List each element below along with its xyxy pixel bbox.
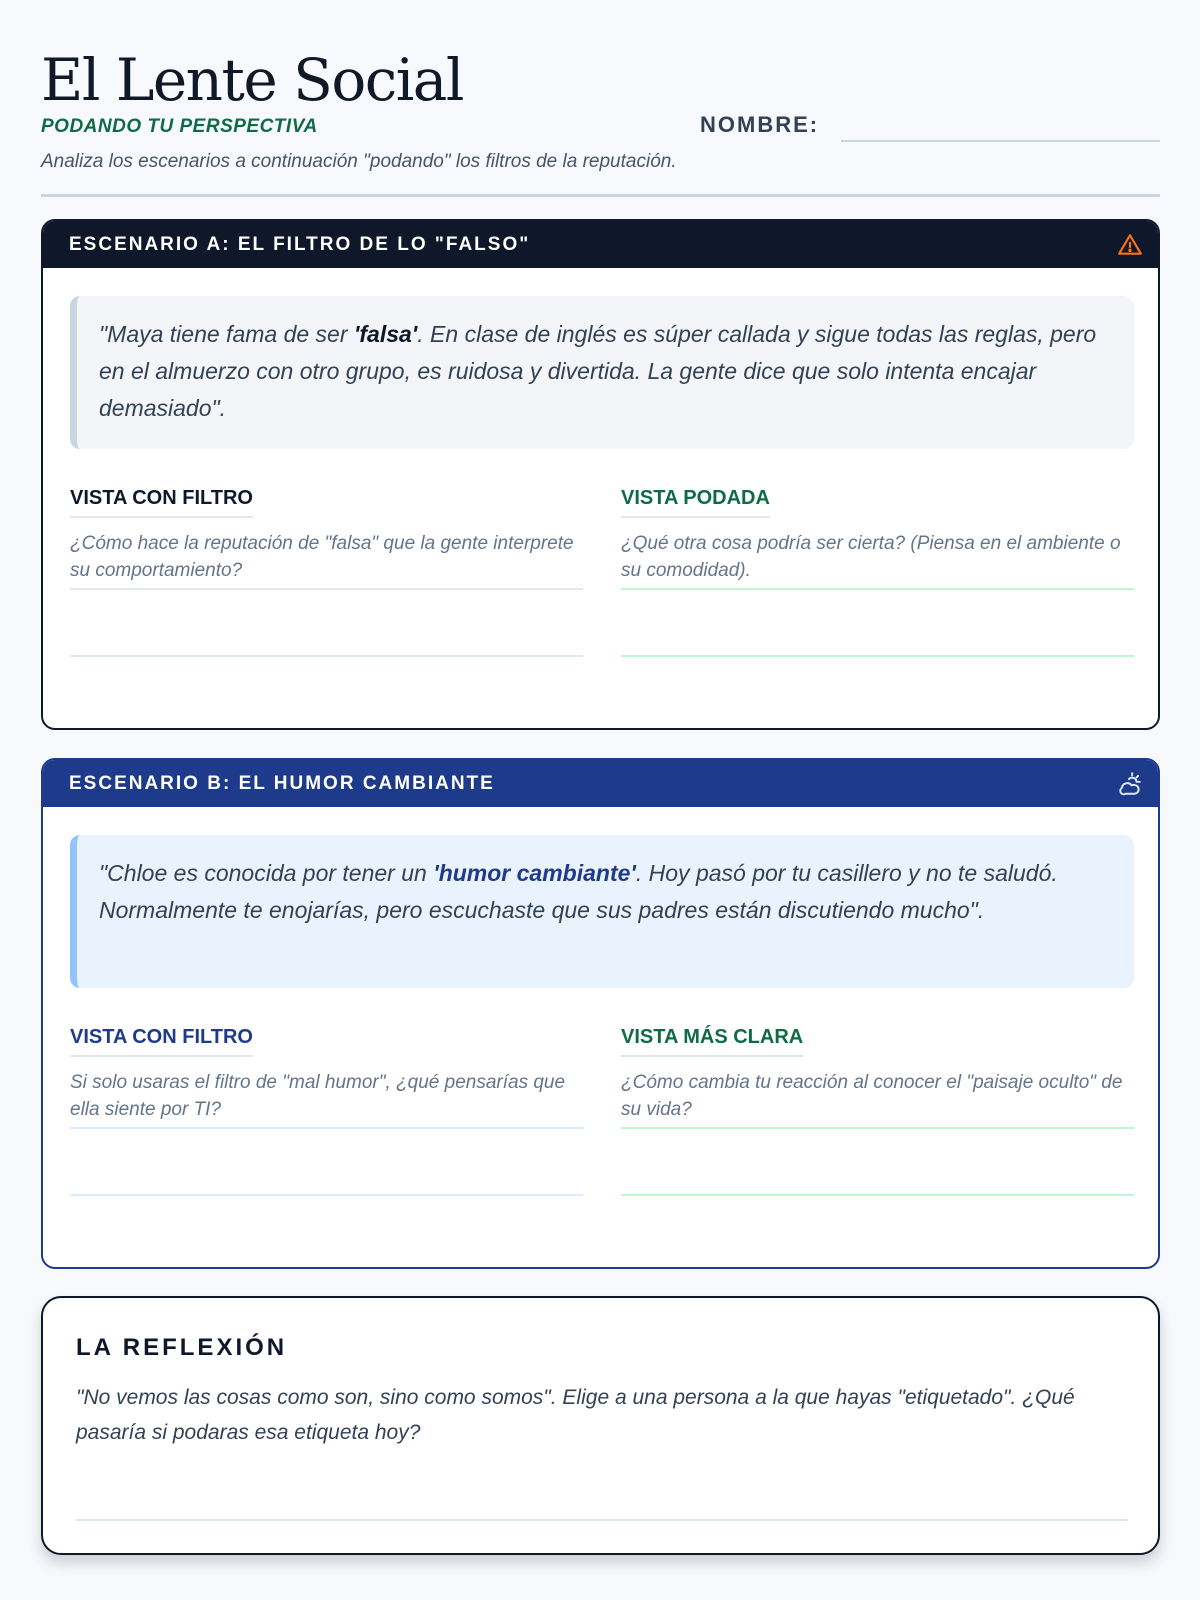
filtered-view-prompt: ¿Cómo hace la reputación de "falsa" que la gente interprete su comportamiento? (70, 533, 574, 581)
answer-line[interactable] (70, 588, 583, 590)
page-subtitle: PODANDO TU PERSPECTIVA (41, 116, 318, 137)
pruned-view-column (621, 487, 1134, 717)
filtered-view-heading: VISTA CON FILTRO (70, 1026, 253, 1057)
quote-text: "Chloe es conocida por tener un (99, 860, 434, 886)
clearer-view-column (621, 1026, 1134, 1256)
quote-text: . En clase de inglés es súper callada y sigue todas las reglas, pero en el almuerzo con otro grupo, es ruidosa y divertida. La gente dice que solo intenta encajar demasiado". (99, 321, 1097, 421)
worksheet-header (41, 44, 1160, 199)
scenario-a-header (43, 221, 1158, 268)
answer-line[interactable] (621, 1194, 1134, 1196)
name-field[interactable] (841, 140, 1160, 142)
page-title: El Lente Social (41, 46, 463, 114)
answer-line[interactable] (621, 1127, 1134, 1129)
instructions-text: Analiza los escenarios a continuación "podando" los filtros de la reputación. (41, 151, 677, 172)
scenario-a-title: ESCENARIO A: EL FILTRO DE LO "FALSO" (69, 233, 531, 255)
scenario-b-title: ESCENARIO B: EL HUMOR CAMBIANTE (69, 772, 495, 794)
filtered-view-heading: VISTA CON FILTRO (70, 487, 253, 518)
pruned-view-prompt: ¿Qué otra cosa podría ser cierta? (Piensa en el ambiente o su comodidad). (621, 533, 1121, 581)
answer-line[interactable] (621, 655, 1134, 657)
answer-line[interactable] (70, 655, 583, 657)
scenario-b-card (41, 758, 1160, 1269)
reflection-title: LA REFLEXIÓN (76, 1334, 288, 1361)
answer-line[interactable] (621, 588, 1134, 590)
warning-triangle-icon (1116, 231, 1144, 259)
clearer-view-heading: VISTA MÁS CLARA (621, 1026, 803, 1057)
reflection-prompt: "No vemos las cosas como son, sino como somos". Elige a una persona a la que hayas "etiquetado". ¿Qué pasaría si podaras esa etiqueta hoy? (76, 1386, 1075, 1444)
header-divider (41, 194, 1160, 197)
filtered-view-prompt: Si solo usaras el filtro de "mal humor", ¿qué pensarías que ella siente por TI? (70, 1072, 566, 1120)
scenario-a-card (41, 219, 1160, 730)
scenario-b-header (43, 760, 1158, 807)
clearer-view-prompt: ¿Cómo cambia tu reacción al conocer el "paisaje oculto" de su vida? (621, 1072, 1123, 1120)
reflection-answer-line[interactable] (76, 1519, 1128, 1521)
filtered-view-column (70, 487, 583, 717)
filtered-view-column (70, 1026, 583, 1256)
pruned-view-heading: VISTA PODADA (621, 487, 770, 518)
name-label: NOMBRE: (700, 112, 820, 137)
quote-text: "Maya tiene fama de ser (99, 321, 354, 347)
answer-line[interactable] (70, 1194, 583, 1196)
quote-emphasis: 'humor cambiante' (433, 860, 636, 886)
quote-emphasis: 'falsa' (353, 321, 418, 347)
quote-text: . Hoy pasó por tu casillero y no te saludó. Normalmente te enojarías, pero escuchaste que sus padres están discutiendo mucho". (99, 860, 1058, 923)
answer-line[interactable] (70, 1127, 583, 1129)
scenario-b-quote (70, 835, 1134, 988)
reflection-card (41, 1296, 1160, 1555)
cloud-sun-icon (1116, 770, 1144, 798)
scenario-a-quote (70, 296, 1134, 449)
